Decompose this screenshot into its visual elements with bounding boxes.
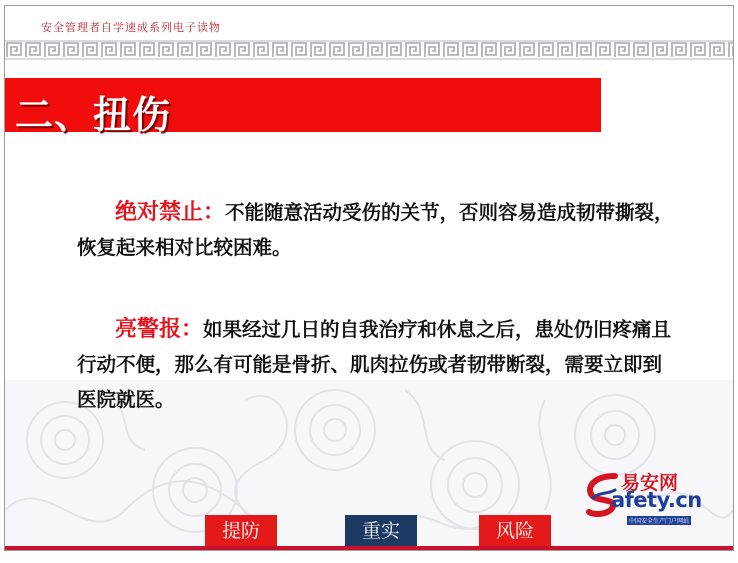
- warning-paragraph-alert: [77, 312, 677, 417]
- fret-border-pattern: [5, 40, 733, 60]
- warning-paragraph-prohibition: [77, 195, 677, 265]
- prohibition-label: 绝对禁止：: [115, 200, 226, 225]
- nav-button-prevent[interactable]: 提防: [205, 515, 277, 547]
- header-bar: [5, 6, 733, 40]
- slide: [4, 5, 734, 551]
- logo-en-name: afety.cn: [611, 488, 702, 512]
- alert-text: 如果经过几日的自我治疗和休息之后，患处仍旧疼痛且行动不便，那么有可能是骨折、肌肉拉伤或者韧带断裂，需要立即到医院就医。: [77, 318, 672, 411]
- logo-cn-name: 易安网: [621, 472, 679, 494]
- prohibition-text: 不能随意活动受伤的关节，否则容易造成韧带撕裂，恢复起来相对比较困难。: [77, 201, 674, 259]
- nav-button-focus[interactable]: 重实: [345, 515, 417, 547]
- yian-logo: [585, 464, 734, 528]
- alert-label: 亮警报：: [115, 317, 204, 342]
- series-title: 安全管理者自学速成系列电子读物: [41, 21, 221, 34]
- nav-button-risk[interactable]: 风险: [479, 515, 551, 547]
- section-title-band: [5, 78, 601, 137]
- bottom-divider: [5, 546, 733, 550]
- section-title: 二、扭伤: [15, 93, 172, 137]
- logo-tagline: 中国安全生产门户网站: [629, 518, 690, 525]
